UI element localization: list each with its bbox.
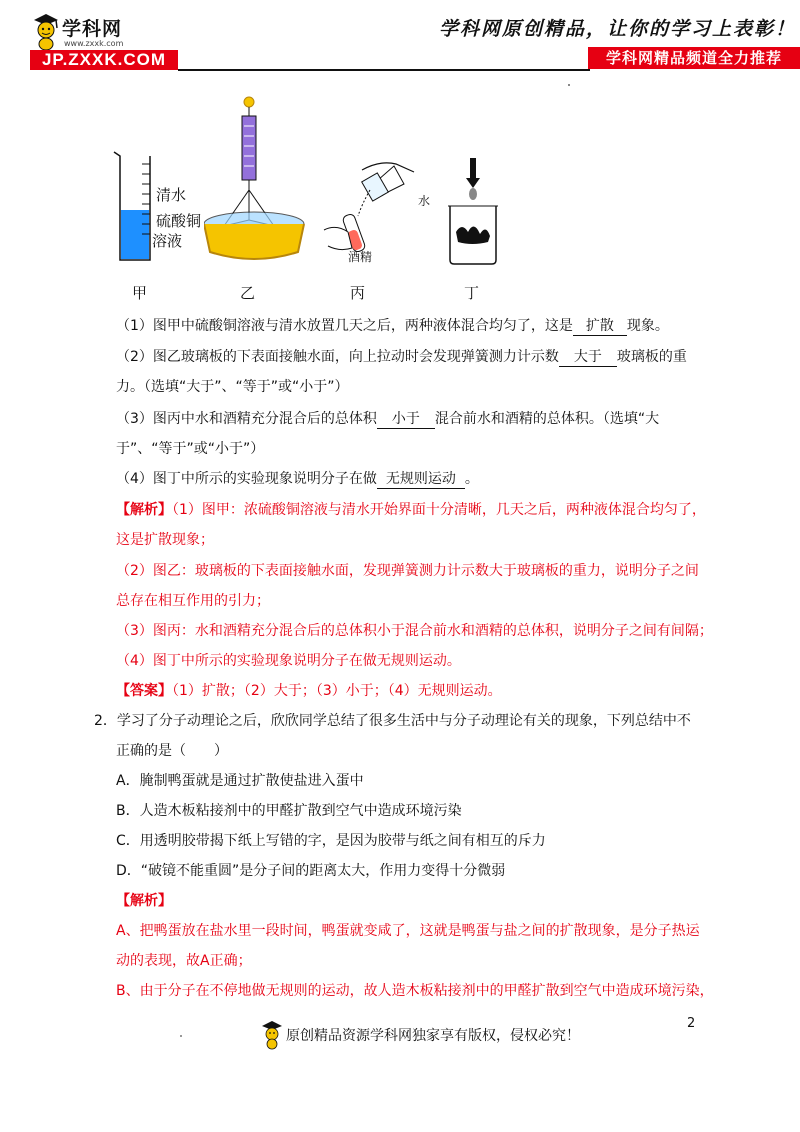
q1-part1: （1）图甲中硫酸铜溶液与清水放置几天之后，两种液体混合均匀了，这是 扩散 现象。 bbox=[116, 315, 669, 336]
recommend-banner: 学科网精品频道全力推荐 bbox=[588, 47, 800, 69]
label-jiujing: 酒精 bbox=[348, 250, 373, 264]
q1-analysis-2: （2）图乙：玻璃板的下表面接触水面，发现弹簧测力计示数大于玻璃板的重力，说明分子之间 bbox=[116, 563, 699, 579]
q1-part4: （4）图丁中所示的实验现象说明分子在做 无规则运动 。 bbox=[116, 468, 479, 489]
answer-blank: 大于 bbox=[559, 346, 617, 367]
header-slogan: 学科网原创精品，让你的学习上表彰！ bbox=[438, 18, 796, 40]
logo-text: 学科网 bbox=[62, 18, 123, 40]
mascot-icon bbox=[260, 1020, 284, 1050]
logo-url: www.zxxk.com bbox=[64, 39, 124, 48]
answer-blank: 扩散 bbox=[573, 315, 627, 336]
q1-part3: （3）图丙中水和酒精充分混合后的总体积 小于 混合前水和酒精的总体积。（选填“大 bbox=[116, 408, 659, 429]
q2-analysis-a-cont: 动的表现，故A正确； bbox=[116, 953, 252, 969]
q1-answer: 【答案】（1）扩散；（2）大于；（3）小于；（4）无规则运动。 bbox=[116, 683, 502, 699]
q2-option-a: A．腌制鸭蛋就是通过扩散使盐进入蛋中 bbox=[116, 773, 364, 789]
q2-analysis-b: B、由于分子在不停地做无规则的运动，故人造木板粘接剂中的甲醛扩散到空气中造成环境污染， bbox=[116, 983, 714, 999]
analysis-tag: 【解析】 bbox=[116, 502, 172, 518]
q1-analysis-4: （4）图丁中所示的实验现象说明分子在做无规则运动。 bbox=[116, 653, 461, 669]
caption-yi: 乙 bbox=[240, 284, 256, 302]
copyright-notice: 原创精品资源学科网独家享有版权，侵权必究！ bbox=[286, 1028, 580, 1044]
label-shui: 水 bbox=[418, 194, 431, 208]
mascot-icon bbox=[30, 12, 62, 52]
label-qingshui: 清水 bbox=[156, 186, 187, 204]
caption-bing: 丙 bbox=[350, 284, 366, 302]
q2-analysis-a: A、把鸭蛋放在盐水里一段时间，鸭蛋就变咸了，这就是鸭蛋与盐之间的扩散现象，是分子热运 bbox=[116, 923, 700, 939]
site-bar[interactable]: JP.ZXXK.COM bbox=[30, 50, 178, 70]
q2-option-d: D．“破镜不能重圆”是分子间的距离太大，作用力变得十分微弱 bbox=[116, 863, 506, 879]
answer-tag: 【答案】 bbox=[116, 683, 172, 699]
cylinder-illustration bbox=[112, 150, 156, 264]
label-rongye: 溶液 bbox=[152, 232, 183, 250]
answer-blank: 无规则运动 bbox=[377, 468, 465, 489]
label-liusuantong: 硫酸铜 bbox=[156, 212, 202, 230]
q2-stem-cont: 正确的是（ ） bbox=[116, 743, 228, 759]
q2-option-b: B．人造木板粘接剂中的甲醛扩散到空气中造成环境污染 bbox=[116, 803, 462, 819]
q1-analysis-3: （3）图丙：水和酒精充分混合后的总体积小于混合前水和酒精的总体积，说明分子之间有间隔； bbox=[116, 623, 713, 639]
caption-ding: 丁 bbox=[464, 284, 480, 302]
answer-blank: 小于 bbox=[377, 408, 435, 429]
q1-analysis-1: 【解析】（1）图甲：浓硫酸铜溶液与清水开始界面十分清晰，几天之后，两种液体混合均匀了， bbox=[116, 502, 706, 518]
page-number: 2 bbox=[687, 1016, 696, 1031]
q1-part3-cont: 于”、“等于”或“小于”） bbox=[116, 441, 265, 457]
pouring-illustration bbox=[322, 156, 432, 264]
q2-stem: 2．学习了分子动理论之后，欣欣同学总结了很多生活中与分子动理论有关的现象，下列总结中不 bbox=[94, 713, 691, 729]
q1-analysis-1b: 这是扩散现象； bbox=[116, 532, 214, 548]
q1-part2: （2）图乙玻璃板的下表面接触水面，向上拉动时会发现弹簧测力计示数 大于 玻璃板的重 bbox=[116, 346, 687, 367]
q1-analysis-2b: 总存在相互作用的引力； bbox=[116, 593, 270, 609]
q2-analysis-tag: 【解析】 bbox=[116, 893, 172, 909]
decorative-dot bbox=[568, 84, 570, 86]
caption-jia: 甲 bbox=[132, 284, 148, 302]
header-divider bbox=[178, 69, 590, 71]
experiment-figure bbox=[112, 94, 512, 304]
q2-option-c: C．用透明胶带揭下纸上写错的字，是因为胶带与纸之间有相互的斥力 bbox=[116, 833, 546, 849]
decorative-dot bbox=[180, 1035, 182, 1037]
beaker-illustration bbox=[444, 156, 512, 268]
q1-part2-cont: 力。（选填“大于”、“等于”或“小于”） bbox=[116, 379, 349, 395]
spring-scale-illustration bbox=[204, 94, 318, 266]
